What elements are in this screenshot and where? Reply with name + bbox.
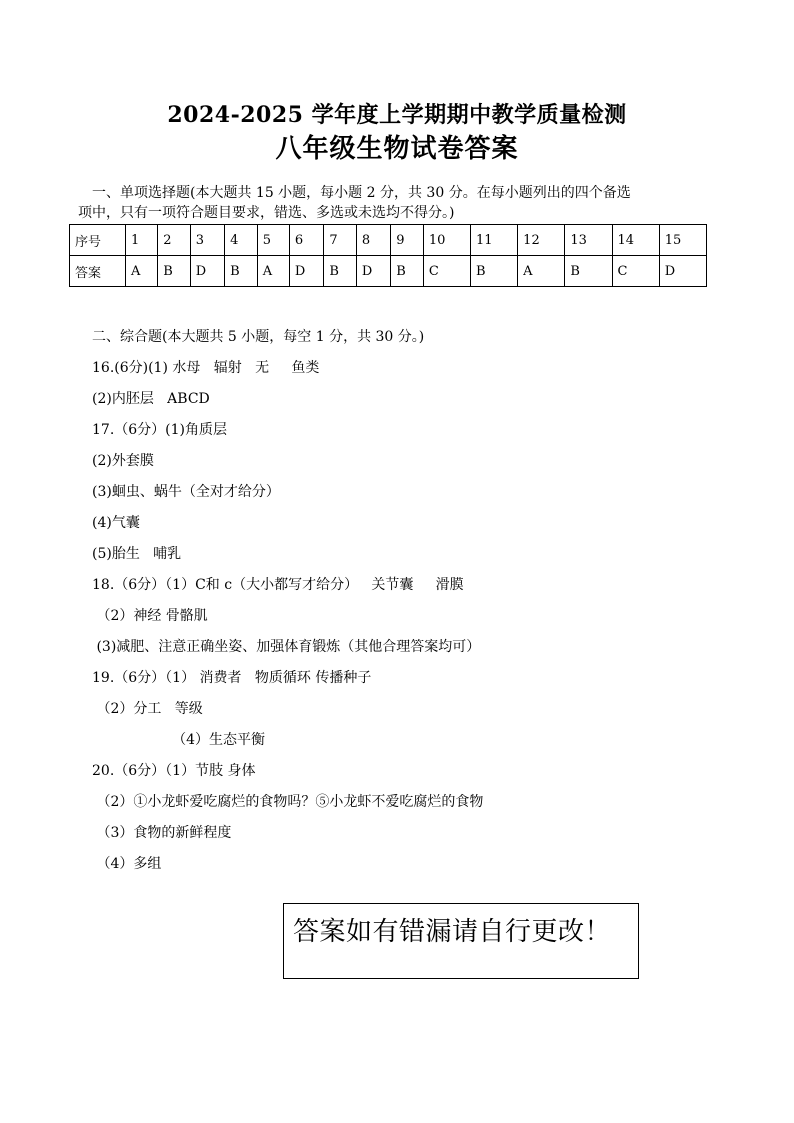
answer-line: (4)气囊 xyxy=(92,515,140,531)
answer-line: （3）食物的新鲜程度 xyxy=(92,825,232,841)
answer-cell: D xyxy=(190,256,224,287)
answer-cell: A xyxy=(126,256,158,287)
answer-cell: C xyxy=(423,256,470,287)
page-subtitle: 八年级生物试卷答案 xyxy=(275,134,519,164)
answer-line: （2）分工 等级 xyxy=(92,701,203,717)
page-title: 2024-2025 学年度上学期期中教学质量检测 xyxy=(167,102,627,128)
question-number-cell: 4 xyxy=(225,225,258,256)
correction-note: 答案如有错漏请自行更改！ xyxy=(283,903,639,979)
answer-cell: B xyxy=(324,256,357,287)
answer-line: 20.（6分）（1）节肢 身体 xyxy=(92,763,256,779)
question-number-cell: 15 xyxy=(659,225,706,256)
question-number-cell: 13 xyxy=(565,225,612,256)
question-number-cell: 6 xyxy=(289,225,323,256)
answer-cell: D xyxy=(289,256,323,287)
answer-line: (3)蛔虫、蜗牛（全对才给分） xyxy=(92,484,280,500)
question-number-cell: 5 xyxy=(257,225,289,256)
question-number-cell: 9 xyxy=(391,225,424,256)
table-row-numbers xyxy=(70,225,707,256)
answer-line: 17.（6分）(1)角质层 xyxy=(92,422,228,438)
answer-line: 19.（6分）（1） 消费者 物质循环 传播种子 xyxy=(92,670,372,686)
answer-cell: B xyxy=(225,256,258,287)
section2-heading: 二、综合题(本大题共 5 小题，每空 1 分，共 30 分。) xyxy=(92,329,425,345)
row-label-number: 序号 xyxy=(70,225,126,256)
question-number-cell: 8 xyxy=(356,225,390,256)
question-number-cell: 14 xyxy=(612,225,659,256)
answer-cell: B xyxy=(565,256,612,287)
answer-line: (2)外套膜 xyxy=(92,453,154,469)
answer-line: (5)胎生 哺乳 xyxy=(92,546,182,562)
table-row-answers xyxy=(70,256,707,287)
question-number-cell: 7 xyxy=(324,225,357,256)
answer-cell: A xyxy=(257,256,289,287)
answer-cell: A xyxy=(518,256,565,287)
instruction-line-2: 项中，只有一项符合题目要求，错选、多选或未选均不得分。) xyxy=(78,205,455,221)
answer-cell: D xyxy=(659,256,706,287)
question-number-cell: 2 xyxy=(158,225,191,256)
answer-line: (3)减肥、注意正确坐姿、加强体育锻炼（其他合理答案均可） xyxy=(92,639,481,655)
answer-cell: C xyxy=(612,256,659,287)
answer-cell: B xyxy=(391,256,424,287)
answer-table xyxy=(69,224,707,287)
question-number-cell: 10 xyxy=(423,225,470,256)
answer-line: （4）生态平衡 xyxy=(92,732,266,748)
question-number-cell: 12 xyxy=(518,225,565,256)
row-label-answer: 答案 xyxy=(70,256,126,287)
answer-line: 18.（6分）（1）C和 c（大小都写才给分） 关节囊 滑膜 xyxy=(92,577,464,593)
section1-instruction xyxy=(78,183,702,223)
section2 xyxy=(92,322,483,880)
answer-cell: B xyxy=(471,256,518,287)
question-number-cell: 1 xyxy=(126,225,158,256)
answer-cell: B xyxy=(158,256,191,287)
answer-line: （4）多组 xyxy=(92,856,162,872)
answer-cell: D xyxy=(356,256,390,287)
instruction-line-1: 一、单项选择题(本大题共 15 小题，每小题 2 分，共 30 分。在每小题列出的四个备选 xyxy=(92,185,631,201)
answer-line: (2)内胚层 ABCD xyxy=(92,391,210,407)
question-number-cell: 11 xyxy=(471,225,518,256)
answer-line: （2）神经 骨骼肌 xyxy=(92,608,208,624)
answer-line: （2）①小龙虾爱吃腐烂的食物吗？⑤小龙虾不爱吃腐烂的食物 xyxy=(92,794,484,810)
question-number-cell: 3 xyxy=(190,225,224,256)
answer-line: 16.(6分)(1) 水母 辐射 无 鱼类 xyxy=(92,360,320,376)
